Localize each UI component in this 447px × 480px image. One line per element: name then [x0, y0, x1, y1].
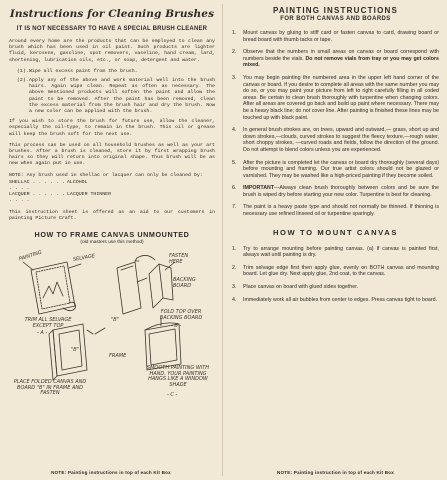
cleaning-step — [17, 78, 215, 115]
list-item — [232, 284, 439, 291]
household-paragraph: This process can be used on all household brushes as well as your art brushes. After a brush is cleaned, store it by first wrapping brush hairs so they will return into original shape. Thus brush will be as new when again put in use. — [9, 142, 215, 167]
item-text: Immediately work all air bubbles from center to edges. Press canvas tight to board. — [243, 296, 438, 303]
framing-illustration — [9, 248, 215, 420]
item-text — [243, 49, 439, 69]
label-fasten-here: FASTEN HERE — [169, 253, 189, 265]
item-text-body: Observe that the numbers in small areas on canvas or board correspond with numbers beside the vials. — [243, 49, 439, 62]
list-item — [232, 127, 439, 153]
item-number: 4. — [232, 127, 237, 134]
item-number: 1. — [232, 30, 237, 36]
label-step-b: - B - — [171, 323, 182, 330]
frame-section-title: HOW TO FRAME CANVAS UNMOUNTED — [34, 230, 190, 240]
solvent-material: LACQUER . . . . . . . . . . — [9, 192, 65, 204]
item-number: 2. — [232, 264, 237, 271]
step-text: Wipe all excess paint from the brush. — [29, 68, 138, 74]
frame-section-subtitle: (old masters use this method) — [80, 240, 144, 246]
item-number: 1. — [232, 245, 237, 252]
label-b-canvas: "B" — [71, 347, 80, 354]
list-item — [232, 75, 439, 121]
label-trim-selvage: TRIM ALL SELVAGE EXCEPT TOP — [24, 317, 72, 329]
item-text — [243, 127, 439, 153]
list-item — [232, 204, 439, 217]
item-text-body: In general brush strokes are, on trees, upward and outward,— grass, short up and down strokes,—clouds, curved strokes to suggest the fleecy texture,—rough water, short choppy strokes, —curved roads and fields, follow the direction of the ground. Do not attempt to blend colors unless you are experienced. — [243, 127, 439, 153]
item-text — [243, 160, 439, 180]
item-text-body: Mount canvas by gluing to stiff card or fasten canvas to card, drawing board or bread board with thumb tacks or tape. — [243, 30, 439, 43]
list-item — [232, 297, 439, 304]
column-divider — [222, 4, 223, 476]
solvent-cleaner: ALCOHOL — [67, 179, 88, 185]
item-text — [243, 75, 439, 121]
label-painting: PAINTING — [18, 249, 43, 263]
item-number: 3. — [232, 284, 237, 291]
painting-instructions-subtitle: FOR BOTH CANVAS AND BOARDS — [280, 16, 391, 22]
item-text-emphasis: Do not remove vials from tray or you may get colors mixed. — [243, 55, 439, 69]
left-column — [0, 0, 222, 480]
item-text — [243, 30, 439, 43]
item-text: Place canvas on board with glued sides together. — [243, 284, 359, 291]
label-frame: FRAME — [109, 353, 127, 360]
right-footnote: NOTE: Painting instruction in top of each Kit Box — [277, 470, 394, 475]
left-footnote: NOTE: Painting instructions in top of each Kit Box — [51, 470, 171, 475]
label-step-a: - A - — [37, 330, 48, 337]
mount-canvas-list — [232, 246, 439, 304]
step-number: (2). — [17, 78, 29, 84]
item-text-body: After the picture is completed let the canvas or board dry thoroughly (several days) before mounting and framing. Our true artist colors should not be glazed or varnished. They may be washed like a high-priced painting if they become soiled. — [243, 159, 439, 179]
label-selvage: SELVAGE — [72, 253, 96, 263]
cleaning-step — [17, 69, 215, 75]
painting-instructions-list — [232, 30, 439, 218]
item-number: 3. — [232, 74, 237, 81]
list-item — [232, 265, 439, 278]
mount-canvas-title: HOW TO MOUNT CANVAS — [272, 227, 399, 237]
label-smooth-painting: SMOOTH PAINTING WITH HAND. YOUR PAINTING HANGS LIKE A WINDOW SHADE — [146, 365, 210, 388]
item-number: 5. — [232, 159, 237, 166]
brush-cleaning-subhead: IT IS NOT NECESSARY TO HAVE A SPECIAL BRUSH CLEANER — [16, 26, 208, 32]
list-item — [232, 49, 439, 69]
list-item — [232, 30, 439, 43]
solvent-row — [9, 192, 215, 204]
item-text: Trim selvage edge first then apply glue, evenly on BOTH canvas and mounting board. Let glue dry. Next apply glue, 2nd coat, to the canvas. — [243, 264, 439, 278]
label-place-folded: PLACE FOLDED CANVAS AND BOARD "B" IN FRAME AND FASTEN — [13, 379, 87, 397]
storage-paragraph: If you wish to store the brush for future use, allow the cleaner, especially the oil-type, to remain in the brush. This oil or grease will keep the brush soft for the next use. — [9, 119, 215, 137]
right-column — [224, 0, 447, 480]
item-number: 2. — [232, 49, 237, 56]
painting-instructions-title: PAINTING INSTRUCTIONS — [272, 6, 399, 15]
solvent-cleaner: LACQUER THINNER — [67, 192, 112, 198]
step-number: (1). — [17, 68, 29, 74]
item-text-body: The paint is a heavy paste type and should not normally be thinned. If thinning is necessary use refined linseed oil or turpentine sparingly. — [243, 204, 439, 218]
item-text — [243, 185, 439, 198]
label-fold-top: FOLD TOP OVER BACKING BOARD — [159, 309, 203, 321]
item-text-body: —Always clean brush thoroughly between colors and be sure the brush is wiped dry before starting your new color. Turpentine is best for cleaning. — [243, 185, 439, 198]
label-step-c: - C - — [167, 392, 178, 399]
solvent-list — [9, 180, 215, 205]
list-item — [232, 185, 439, 198]
item-text: Try to arrange mounting before painting canvas. (a) If canvas is painted first, always wait until painting is dry. — [243, 245, 439, 259]
label-backing-board: BACKING BOARD — [173, 277, 196, 289]
solvent-row — [9, 180, 215, 192]
solvent-material: SHELLAC . . . . . . . . . . — [9, 179, 65, 192]
item-number: 6. — [232, 185, 237, 192]
item-text — [243, 204, 439, 217]
cleaning-steps — [17, 69, 215, 115]
step-text: Apply any of the above and work material well into the brush hairs. Again wipe clean. Repeat as often as necessary. The above mentioned products will soften the paint and allow the paint to be removed. After the paint has been removed, clean the excess material from the brush hair and dry the brush. Now a new color can be applied with the brush. — [29, 78, 215, 115]
label-b-board: "B" — [111, 317, 120, 324]
item-text-body: You may begin painting the numbered area in the upper left hand corner of the canvas or board. If you desire to complete all areas with the same number you may do so, or you may paint your picture from left to right carefully filling in all coded areas. Be certain to clean brush thoroughly with turpentine when changing colors. After all areas are covered go back and build up paint where necessary. There may be a heavy black line; do not cover line. After painting is finished these lines may be touched up with black paint. — [243, 74, 439, 121]
item-number: 4. — [232, 296, 237, 303]
item-text-lead: IMPORTANT — [243, 185, 275, 192]
intro-paragraph: Around every home are the products that can be employed to clean any brush which has been used in oil paint. Such products are lighter fluid, kerosene, gasoline, spot removers, vaseline, hand cream, lard, shortening, lubrication oils, etc., or soap, detergent and water. — [9, 39, 215, 63]
brush-cleaning-title: Instructions for Cleaning Brushes — [9, 8, 215, 20]
list-item — [232, 160, 439, 180]
item-number: 7. — [232, 204, 237, 211]
shellac-note: NOTE: Any brush used in shellac or lacquer can only be cleaned by: — [9, 172, 203, 178]
list-item — [232, 246, 439, 259]
aid-paragraph: This instruction sheet is offered as an aid to our customers in painting Picture Craft. — [9, 209, 215, 221]
